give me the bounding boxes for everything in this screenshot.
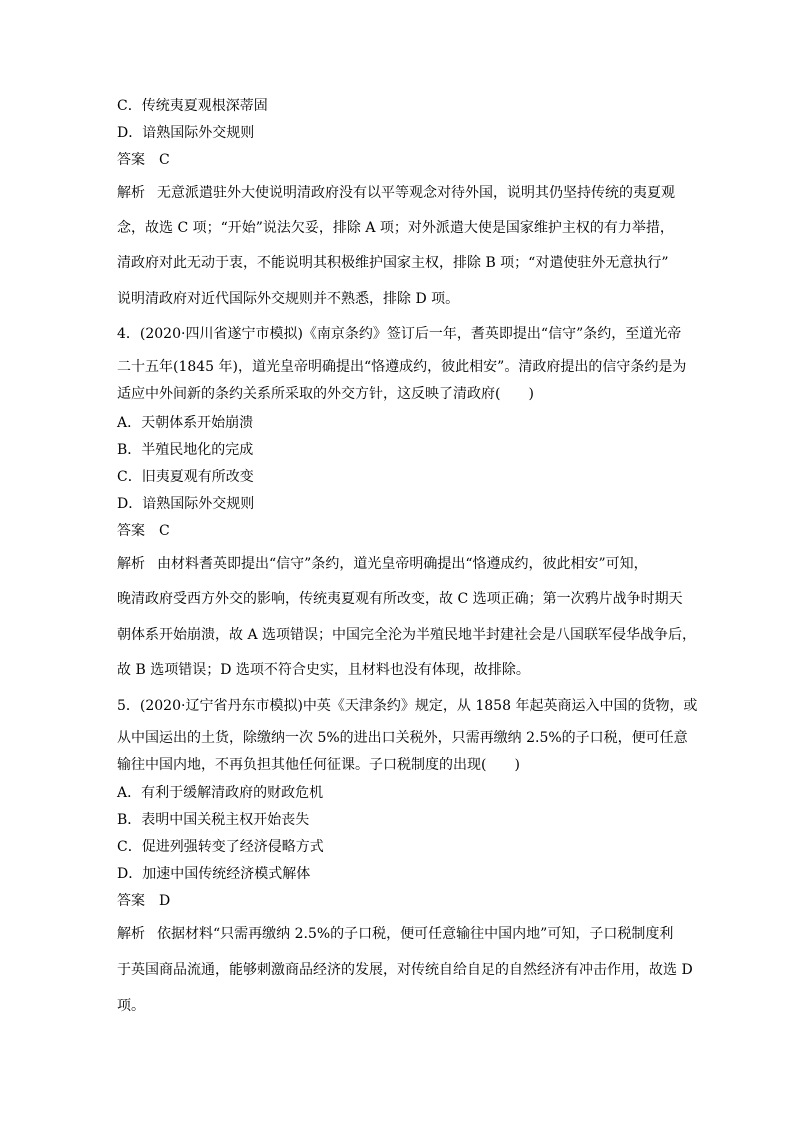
answer-value: C (159, 152, 170, 168)
analysis-text: 由材料耆英即提出“信守”条约，道光皇帝明确提出“恪遵成约，彼此相安”可知， (157, 556, 648, 572)
question-stem: 二十五年(1845 年)，道光皇帝明确提出“恪遵成约，彼此相安”。清政府提出的信守条约是为 (117, 359, 687, 375)
analysis-line (117, 555, 648, 573)
question-stem: 适应中外间新的条约关系所采取的外交方针，这反映了清政府( ) (117, 386, 534, 402)
analysis-line (117, 925, 673, 943)
question-stem: 输往中国内地，不再负担其他任何征课。子口税制度的出现( ) (117, 757, 520, 773)
analysis-text: 项。 (117, 998, 145, 1014)
option-d: D．谙熟国际外交规则 (117, 125, 255, 141)
analysis-label: 解析 (117, 926, 145, 942)
analysis-text: 于英国商品流通，能够刺激商品经济的发展，对传统自给自足的自然经济有冲击作用，故选 D (117, 962, 693, 978)
answer-value: D (159, 893, 171, 909)
analysis-text: 说明清政府对近代国际外交规则并不熟悉，排除 D 项。 (117, 291, 460, 307)
answer-value: C (159, 523, 170, 539)
answer-line (117, 522, 170, 540)
answer-label: 答案 (117, 152, 145, 168)
option-d: D．加速中国传统经济模式解体 (117, 866, 311, 882)
option-b: B．表明中国关税主权开始丧失 (117, 812, 310, 828)
option-a: A．天朝体系开始崩溃 (117, 415, 254, 431)
answer-line (117, 151, 170, 169)
option-c: C．促进列强转变了经济侵略方式 (117, 839, 324, 855)
analysis-text: 无意派遣驻外大使说明清政府没有以平等观念对待外国，说明其仍坚持传统的夷夏观 (157, 185, 675, 201)
analysis-label: 解析 (117, 185, 145, 201)
option-d: D．谙熟国际外交规则 (117, 496, 255, 512)
analysis-text: 晚清政府受西方外交的影响，传统夷夏观有所改变，故 C 选项正确；第一次鸦片战争时期天 (117, 591, 683, 607)
analysis-text: 故 B 选项错误；D 选项不符合史实，且材料也没有体现，故排除。 (117, 662, 530, 678)
question-stem: 4．(2020·四川省遂宁市模拟)《南京条约》签订后一年，耆英即提出“信守”条约，至道光帝 (117, 326, 682, 342)
answer-label: 答案 (117, 523, 145, 539)
analysis-line (117, 184, 675, 202)
analysis-text: 清政府对此无动于衷，不能说明其积极维护国家主权，排除 B 项；“对遣使驻外无意执行” (117, 255, 669, 271)
analysis-text: 朝体系开始崩溃，故 A 选项错误；中国完全沦为半殖民地半封建社会是八国联军侵华战争后， (117, 627, 697, 643)
question-stem: 5．(2020·辽宁省丹东市模拟)中英《天津条约》规定，从 1858 年起英商运入中国的货物，或 (117, 698, 698, 714)
option-a: A．有利于缓解清政府的财政危机 (117, 785, 324, 801)
option-c: C．传统夷夏观根深蒂固 (117, 98, 268, 114)
analysis-text: 依据材料“只需再缴纳 2.5%的子口税，便可任意输往中国内地”可知，子口税制度利 (157, 926, 674, 942)
answer-label: 答案 (117, 893, 145, 909)
answer-line (117, 892, 170, 910)
analysis-label: 解析 (117, 556, 145, 572)
analysis-text: 念，故选 C 项；“开始”说法欠妥，排除 A 项；对外派遣大使是国家维护主权的有力举措， (117, 220, 674, 236)
option-b: B．半殖民地化的完成 (117, 442, 254, 458)
question-stem: 从中国运出的土货，除缴纳一次 5%的进出口关税外，只需再缴纳 2.5%的子口税，便可任意 (117, 730, 688, 746)
option-c: C．旧夷夏观有所改变 (117, 469, 254, 485)
